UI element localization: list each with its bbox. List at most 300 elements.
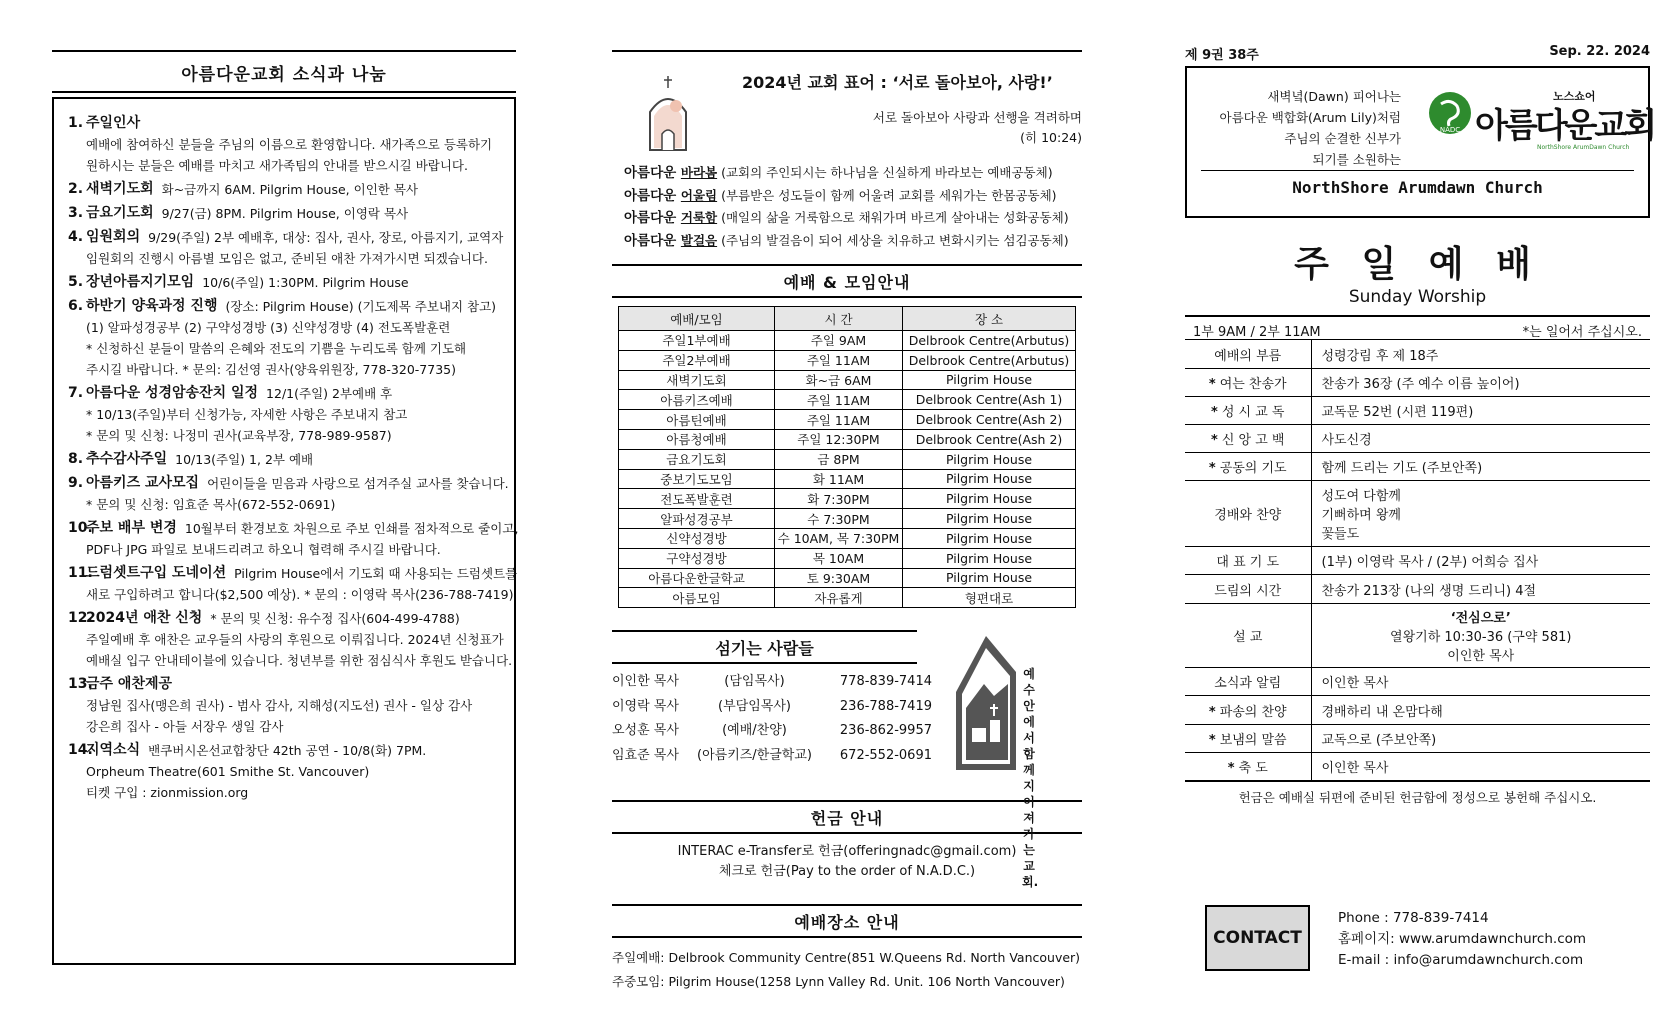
servant-name: 임효준 목사 xyxy=(612,747,679,763)
news-item-head xyxy=(68,113,502,134)
order-header xyxy=(1185,315,1650,339)
motto-verse-text: 서로 돌아보아 사랑과 선행을 격려하며 xyxy=(872,110,1082,125)
offering-note: 헌금은 예배실 뒤편에 준비된 헌금함에 정성으로 봉헌해 주십시오. xyxy=(1238,789,1597,805)
order-value-cell xyxy=(1311,425,1650,453)
order-label: 보냄의 말씀 xyxy=(1219,733,1287,748)
table-header-cell: 예배/모임 xyxy=(619,307,775,331)
order-value-cell xyxy=(1311,668,1650,696)
table-cell: Delbrook Centre(Ash 1) xyxy=(903,390,1076,410)
logo-slogan-char: 에 xyxy=(1023,715,1035,730)
motto-line-desc: (매일의 삶을 거룩함으로 채워가며 바르게 살아내는 성화공동체) xyxy=(717,210,1069,225)
servant-phone: 236-862-9957 xyxy=(839,723,932,739)
table-cell: 형편대로 xyxy=(903,588,1076,608)
order-value: 성령강림 후 제 18주 xyxy=(1321,348,1439,364)
order-value: 경배하리 내 온맘다해 xyxy=(1321,704,1443,720)
news-item-title: 아름다운 성경암송잔치 일정 xyxy=(86,385,259,401)
news-item-title: 주일인사 xyxy=(86,115,141,131)
news-item xyxy=(68,272,502,293)
order-label-cell xyxy=(1185,481,1311,547)
order-row xyxy=(1185,725,1650,753)
news-item-number: 7. xyxy=(68,385,84,401)
service-times: 1부 9AM / 2부 11AM xyxy=(1193,325,1321,340)
table-cell: 신약성경방 xyxy=(619,528,775,548)
news-item-title: 추수감사주일 xyxy=(86,451,168,467)
contact-label: CONTACT xyxy=(1205,905,1310,971)
news-column xyxy=(52,50,519,965)
stand-note: *는 일어서 주십시오. xyxy=(1522,325,1642,340)
bulletin-cover xyxy=(1185,44,1655,806)
order-value-cell xyxy=(1311,340,1650,369)
table-row xyxy=(619,548,1076,568)
news-item-line: * 문의 및 신청: 임효준 목사(672-552-0691) xyxy=(86,497,336,512)
order-label-cell xyxy=(1185,397,1311,425)
table-cell: 전도폭발훈련 xyxy=(619,489,775,509)
servant-phone: 672-552-0691 xyxy=(839,747,932,763)
volume-number: 제 9권 38주 xyxy=(1185,48,1259,63)
news-item-text: 9/27(금) 8PM. Pilgrim House, 이영락 목사 xyxy=(161,206,409,221)
news-item-title: 새벽기도회 xyxy=(86,181,154,197)
news-item-line: 강은희 집사 - 아들 서장우 생일 감사 xyxy=(86,719,284,734)
order-label: 소식과 알림 xyxy=(1214,676,1282,691)
order-value: 사도신경 xyxy=(1321,433,1372,448)
motto-line-keyword: 거룩함 xyxy=(680,210,718,225)
servant-role: (담임목사) xyxy=(724,674,785,690)
motto-line-desc: (교회의 주인되시는 하나님을 신실하게 바라보는 예배공동체) xyxy=(717,165,1053,180)
logo-slogan-char: 가 xyxy=(1023,827,1035,842)
order-value-cell xyxy=(1311,753,1650,781)
table-cell: 아름모임 xyxy=(619,588,775,608)
brand-top-text: 노스쇼어 xyxy=(1553,90,1596,103)
news-item-head xyxy=(68,449,502,470)
table-row xyxy=(619,370,1076,390)
order-value-cell xyxy=(1311,453,1650,481)
order-label-cell xyxy=(1185,753,1311,781)
news-item-text: (장소: Pilgrim House) (기도제목 주보내지 참고) xyxy=(225,299,497,314)
news-item-line: 예배에 참여하신 분들을 주님의 이름으로 환영합니다. 새가족으로 등록하기 xyxy=(86,137,493,152)
servant-name: 이인한 목사 xyxy=(612,674,679,690)
order-value: 찬송가 213장 (나의 생명 드리니) 4절 xyxy=(1321,583,1537,599)
table-cell: Pilgrim House xyxy=(903,568,1076,588)
logo-slogan-char: 예 xyxy=(1023,667,1035,682)
news-item-text: 10/13(주일) 1, 2부 예배 xyxy=(175,452,314,467)
table-cell: Pilgrim House xyxy=(903,370,1076,390)
order-label: 파송의 찬양 xyxy=(1219,704,1287,720)
offering-line: 체크로 헌금(Pay to the order of N.A.D.C.) xyxy=(718,864,976,880)
order-label: 예배의 부름 xyxy=(1214,348,1282,364)
news-item-head xyxy=(68,518,519,539)
news-item xyxy=(68,227,502,269)
order-row xyxy=(1185,668,1650,696)
table-row xyxy=(619,350,1076,370)
table-row xyxy=(619,528,1076,548)
table-cell: Delbrook Centre(Ash 2) xyxy=(903,410,1076,430)
table-cell: 주일 11AM xyxy=(775,390,903,410)
table-cell: Pilgrim House xyxy=(903,469,1076,489)
news-item-title: 장년아름지기모임 xyxy=(86,274,195,290)
news-item-number: 8. xyxy=(68,451,84,467)
logo-slogan xyxy=(1022,666,1039,890)
table-cell: 화 11AM xyxy=(775,469,903,489)
news-item-line: (1) 알파성경공부 (2) 구약성경방 (3) 신약성경방 (4) 전도폭발훈련 xyxy=(86,320,451,335)
table-row xyxy=(619,568,1076,588)
motto-line-prefix: 아름다운 xyxy=(624,210,681,226)
order-label-cell xyxy=(1185,668,1311,696)
motto-line-desc: (부름받은 성도들이 함께 어울려 교회를 세워가는 한몸공동체) xyxy=(717,187,1057,203)
news-item-head xyxy=(68,740,502,761)
contact-line: Phone : 778-839-7414 xyxy=(1338,910,1489,926)
venue-line: 주중모임: Pilgrim House(1258 Lynn Valley Rd. Unit. 106 North Vancouver) xyxy=(612,974,1065,990)
logo-slogan-char: 서 xyxy=(1023,731,1035,746)
table-cell: 아름틴예배 xyxy=(619,410,775,430)
motto-section xyxy=(612,50,1082,264)
venue-lines xyxy=(612,946,1082,994)
motto-line-keyword: 바라봄 xyxy=(680,165,718,180)
news-item-number: 9. xyxy=(68,475,84,491)
order-label: 경배와 찬양 xyxy=(1214,508,1282,523)
servant-name: 오성훈 목사 xyxy=(612,723,679,739)
table-cell: 새벽기도회 xyxy=(619,370,775,390)
news-item-text: * 문의 및 신청: 유수정 집사(604-499-4788) xyxy=(210,611,460,626)
table-cell: Delbrook Centre(Ash 2) xyxy=(903,429,1076,449)
contact-line: 홈페이지: www.arumdawnchurch.com xyxy=(1338,931,1587,947)
order-row xyxy=(1185,369,1650,397)
news-item-head xyxy=(68,473,509,494)
worship-title: 주 일 예 배 xyxy=(1294,244,1541,285)
news-item xyxy=(68,473,509,515)
table-row xyxy=(619,509,1076,529)
news-item-head xyxy=(68,296,502,317)
news-item-text: 10월부터 환경보호 차원으로 주보 인쇄를 점차적으로 줄이고, xyxy=(184,521,519,536)
news-item-line: 주시길 바랍니다. * 문의: 김선영 권사(양육위원장, 778-320-7735) xyxy=(86,362,456,377)
order-value: 함께 드리는 기도 (주보안쪽) xyxy=(1321,461,1483,476)
table-row xyxy=(619,588,1076,608)
news-item xyxy=(68,608,513,671)
servant-phone: 236-788-7419 xyxy=(839,698,932,714)
order-label: 공동의 기도 xyxy=(1219,461,1287,476)
motto-verse-ref: (히 10:24) xyxy=(1020,130,1082,145)
news-item-head xyxy=(68,674,502,695)
news-item-number: 14. xyxy=(68,742,93,758)
worship-schedule-table xyxy=(618,306,1076,608)
news-item-head xyxy=(68,203,502,224)
order-row xyxy=(1185,696,1650,725)
news-item-title: 지역소식 xyxy=(86,742,141,758)
logo-slogan-char: 함 xyxy=(1023,747,1035,762)
table-cell: Pilgrim House xyxy=(903,509,1076,529)
motto-line xyxy=(624,162,1069,185)
order-label: 대 표 기 도 xyxy=(1216,555,1280,570)
news-item-title: 아름키즈 교사모집 xyxy=(86,475,200,491)
order-of-worship xyxy=(1185,339,1650,782)
table-cell: 화~금 6AM xyxy=(775,370,903,390)
news-item-number: 5. xyxy=(68,274,84,290)
news-item xyxy=(68,179,502,200)
motto-line xyxy=(624,185,1069,208)
news-item-line: * 신청하신 분들이 말씀의 은혜와 전도의 기쁨을 누리도록 함께 기도해 xyxy=(86,341,467,356)
table-cell: 목 10AM xyxy=(775,548,903,568)
servant-name: 이영락 목사 xyxy=(612,698,679,714)
table-cell: 알파성경공부 xyxy=(619,509,775,529)
motto-line-prefix: 아름다운 xyxy=(624,165,681,181)
motto-line-keyword: 발걸음 xyxy=(680,232,718,248)
order-value: 기뻐하며 왕께 xyxy=(1321,508,1401,523)
order-value: 교독으로 (주보안쪽) xyxy=(1321,733,1437,748)
logo-slogan-char: 수 xyxy=(1023,683,1035,698)
news-item-title: 금주 애찬제공 xyxy=(86,676,173,692)
servant-phone: 778-839-7414 xyxy=(839,674,932,690)
venue-title: 예배장소 안내 xyxy=(612,904,1082,938)
servant-role: (예배/찬양) xyxy=(722,723,787,739)
news-item-line: PDF나 JPG 파일로 보내드리려고 하오니 협력해 주시길 바랍니다. xyxy=(86,542,441,557)
order-row xyxy=(1185,604,1650,668)
logo-slogan-char: 교 xyxy=(1023,859,1035,874)
table-cell: 금 8PM xyxy=(775,449,903,469)
servant-role: (부담임목사) xyxy=(718,698,791,714)
table-cell: 주일1부예배 xyxy=(619,331,775,351)
worship-subtitle: Sunday Worship xyxy=(1348,287,1487,307)
news-item xyxy=(68,518,519,560)
order-value: 꽃들도 xyxy=(1321,527,1360,542)
news-title: 아름다운교회 소식과 나눔 xyxy=(52,50,516,93)
order-label-cell xyxy=(1185,725,1311,753)
logo-slogan-char: 어 xyxy=(1023,795,1035,810)
order-label-cell xyxy=(1185,369,1311,397)
order-value: 이인한 목사 xyxy=(1447,649,1515,664)
news-item xyxy=(68,383,502,446)
order-value: 이인한 목사 xyxy=(1321,676,1389,691)
news-item xyxy=(68,563,518,605)
news-item-line: 예배실 입구 안내테이블에 있습니다. 청년부를 위한 점심식사 후원도 받습니다. xyxy=(86,653,513,668)
news-item-head xyxy=(68,227,502,248)
stand-icon: * xyxy=(1208,704,1216,720)
news-item-number: 11. xyxy=(68,565,93,581)
stand-icon: * xyxy=(1208,733,1216,748)
order-value-cell xyxy=(1311,575,1650,604)
order-row xyxy=(1185,425,1650,453)
tagline-line: 아름다운 백합화(Arum Lily)처럼 xyxy=(1219,110,1401,125)
table-row xyxy=(619,489,1076,509)
news-item-title: 임원회의 xyxy=(86,229,141,245)
order-value-cell xyxy=(1311,696,1650,725)
logo-slogan-char: 져 xyxy=(1023,811,1035,826)
news-item-title: 2024년 애찬 신청 xyxy=(86,610,203,626)
order-value: 성도여 다함께 xyxy=(1321,489,1401,504)
contact-line: E-mail : info@arumdawnchurch.com xyxy=(1338,952,1584,968)
news-item-text: 어린이들을 믿음과 사랑으로 섬겨주실 교사를 찾습니다. xyxy=(207,476,509,491)
order-value-cell xyxy=(1311,604,1650,668)
news-item xyxy=(68,674,502,737)
news-item-title: 하반기 양육과정 진행 xyxy=(86,298,218,314)
news-item-head xyxy=(68,383,502,404)
motto-line xyxy=(624,207,1069,230)
order-row xyxy=(1185,575,1650,604)
brand-subtitle: NorthShore ArumDawn Church xyxy=(1537,144,1630,151)
table-cell: 중보기도모임 xyxy=(619,469,775,489)
motto-line-prefix: 아름다운 xyxy=(624,187,681,204)
order-value-cell xyxy=(1311,725,1650,753)
order-value-cell xyxy=(1311,369,1650,397)
logo-slogan-char: 는 xyxy=(1023,843,1035,858)
motto-line-keyword: 어울림 xyxy=(680,187,718,203)
table-row xyxy=(619,429,1076,449)
news-item-number: 6. xyxy=(68,298,84,314)
news-item-number: 12. xyxy=(68,610,93,626)
news-item-title: 주보 배부 변경 xyxy=(86,520,177,536)
order-label: 신 앙 고 백 xyxy=(1221,433,1285,448)
order-row xyxy=(1185,481,1650,547)
order-label-cell xyxy=(1185,604,1311,668)
news-item xyxy=(68,203,502,224)
news-item-number: 4. xyxy=(68,229,84,245)
table-cell: Pilgrim House xyxy=(903,449,1076,469)
brand-english: NorthShore Arumdawn Church xyxy=(1292,178,1543,197)
table-row xyxy=(619,390,1076,410)
table-header-cell: 장 소 xyxy=(903,307,1076,331)
news-item-text: 밴쿠버시온선교합창단 42th 공연 - 10/8(화) 7PM. xyxy=(148,743,427,758)
table-cell: 아름키즈예배 xyxy=(619,390,775,410)
news-item-head xyxy=(68,179,502,200)
table-row xyxy=(619,410,1076,430)
table-row xyxy=(619,331,1076,351)
news-item-number: 3. xyxy=(68,205,84,221)
motto-line xyxy=(624,230,1069,253)
venue-line: 주일예배: Delbrook Community Centre(851 W.Queens Rd. North Vancouver) xyxy=(612,950,1081,966)
table-row xyxy=(619,469,1076,489)
nadc-lily-icon xyxy=(1427,90,1473,136)
news-item-title: 드럼셋트구입 도네이션 xyxy=(86,565,227,581)
order-label-cell xyxy=(1185,340,1311,369)
bulletin-date: Sep. 22. 2024 xyxy=(1549,44,1650,59)
table-cell: 토 9:30AM xyxy=(775,568,903,588)
publication-row xyxy=(1185,44,1650,66)
news-item-text: Pilgrim House에서 기도회 때 사용되는 드럼셋트를 xyxy=(234,566,518,581)
order-value: 이인한 목사 xyxy=(1321,760,1389,776)
offering-section xyxy=(612,800,1082,882)
contact-info xyxy=(1338,908,1586,971)
motto-verse xyxy=(873,108,1082,148)
table-cell: 주일 11AM xyxy=(775,350,903,370)
church-house-logo xyxy=(954,632,1018,772)
order-value: 교독문 52번 (시편 119편) xyxy=(1321,405,1474,420)
offering-line: INTERAC e-Transfer로 헌금(offeringnadc@gmail.com) xyxy=(677,844,1017,860)
table-cell: 주일 9AM xyxy=(775,331,903,351)
header-divider xyxy=(1201,170,1634,171)
servant-role: (아름키즈/한글학교) xyxy=(697,747,812,763)
order-label: 드림의 시간 xyxy=(1214,583,1282,599)
news-item-line: * 10/13(주일)부터 신청가능, 자세한 사항은 주보내지 참고 xyxy=(86,407,408,422)
news-item-line: 임원회의 진행시 아름별 모임은 없고, 준비된 애찬 가져가시면 되겠습니다. xyxy=(86,251,488,266)
offering-lines xyxy=(612,842,1082,882)
table-cell: 금요기도회 xyxy=(619,449,775,469)
stand-icon: * xyxy=(1208,461,1216,476)
motto-line-prefix: 아름다운 xyxy=(624,232,681,249)
news-item xyxy=(68,449,502,470)
tagline-line: 주님의 순결한 신부가 xyxy=(1284,131,1401,146)
order-label: 여는 찬송가 xyxy=(1219,377,1287,392)
table-row xyxy=(619,449,1076,469)
order-row xyxy=(1185,397,1650,425)
motto-line-desc: (주님의 발걸음이 되어 세상을 치유하고 변화시키는 섬김공동체) xyxy=(717,232,1069,248)
news-item xyxy=(68,296,502,380)
stand-icon: * xyxy=(1211,433,1218,448)
table-cell: Delbrook Centre(Arbutus) xyxy=(903,350,1076,370)
table-cell: 자유롭게 xyxy=(775,588,903,608)
news-item-text: 화~금까지 6AM. Pilgrim House, 이인한 목사 xyxy=(161,182,418,197)
brand-korean: 아름다운교회 xyxy=(1475,106,1655,146)
stand-icon: * xyxy=(1211,405,1218,420)
table-cell: Pilgrim House xyxy=(903,528,1076,548)
order-value: 찬송가 36장 (주 예수 이름 높이어) xyxy=(1321,377,1520,392)
order-label-cell xyxy=(1185,453,1311,481)
stand-icon: * xyxy=(1227,760,1235,776)
news-item-line: 티켓 구입 : zionmission.org xyxy=(86,785,249,800)
info-column xyxy=(612,50,1082,994)
news-item-line: * 문의 및 신청: 나정미 권사(교육부장, 778-989-9587) xyxy=(86,428,392,443)
order-label-cell xyxy=(1185,575,1311,604)
news-item-line: 주일예배 후 애찬은 교우들의 사랑의 후원으로 이뤄집니다. 2024년 신청표가 xyxy=(86,632,504,647)
order-label: 축 도 xyxy=(1238,760,1268,776)
table-header-cell: 시 간 xyxy=(775,307,903,331)
table-cell: 주일2부예배 xyxy=(619,350,775,370)
servants-title: 섬기는 사람들 xyxy=(612,630,917,664)
table-cell: 아름청예배 xyxy=(619,429,775,449)
tagline-line: 되기를 소원하는 xyxy=(1312,152,1401,167)
church-header-box xyxy=(1185,66,1655,218)
news-item-number: 10. xyxy=(68,520,93,536)
table-cell: 주일 12:30PM xyxy=(775,429,903,449)
worship-guide-title: 예배 & 모임안내 xyxy=(612,264,1082,298)
order-value-cell xyxy=(1311,481,1650,547)
logo-slogan-char: 께 xyxy=(1023,763,1035,778)
table-header-row xyxy=(619,307,1076,331)
logo-slogan-char: 지 xyxy=(1023,779,1035,794)
news-item-line: Orpheum Theatre(601 Smithe St. Vancouver) xyxy=(86,764,370,779)
news-box xyxy=(52,97,519,965)
order-value: ‘전심으로’ xyxy=(1450,611,1511,626)
order-value: 열왕기하 10:30-36 (구약 581) xyxy=(1390,630,1572,645)
news-item-line: 원하시는 분들은 예배를 마치고 새가족팀의 안내를 받으시길 바랍니다. xyxy=(86,158,468,173)
news-item-number: 13. xyxy=(68,676,93,692)
order-label-cell xyxy=(1185,696,1311,725)
order-label-cell xyxy=(1185,425,1311,453)
order-value: (1부) 이영락 목사 / (2부) 어희승 집사 xyxy=(1321,555,1539,570)
news-item-text: 10/6(주일) 1:30PM. Pilgrim House xyxy=(202,275,409,290)
table-cell: 구약성경방 xyxy=(619,548,775,568)
order-row xyxy=(1185,453,1650,481)
church-tagline xyxy=(1211,86,1401,170)
table-cell: Pilgrim House xyxy=(903,548,1076,568)
order-label: 성 시 교 독 xyxy=(1221,405,1285,420)
nadc-badge: NADC xyxy=(1439,126,1461,134)
news-item-head xyxy=(68,608,502,629)
table-cell: 아름다운한글학교 xyxy=(619,568,775,588)
news-item xyxy=(68,113,502,176)
venue-section xyxy=(612,904,1082,994)
order-label: 설 교 xyxy=(1233,630,1263,645)
motto-title: 2024년 교회 표어 : ‘서로 돌아보아, 사랑!’ xyxy=(742,73,1053,92)
order-value-cell xyxy=(1311,547,1650,575)
order-row xyxy=(1185,753,1650,781)
table-cell: Delbrook Centre(Arbutus) xyxy=(903,331,1076,351)
motto-lines xyxy=(624,162,1069,252)
news-item-line: 새로 구입하려고 합니다($2,500 예상). * 문의 : 이영락 목사(236-788-7419) xyxy=(86,587,514,602)
table-cell: Pilgrim House xyxy=(903,489,1076,509)
news-item-text: 9/29(주일) 2부 예배후, 대상: 집사, 권사, 장로, 아름지기, 교역자 xyxy=(148,230,504,245)
church-icon xyxy=(640,72,696,152)
news-item xyxy=(68,740,502,803)
logo-slogan-char: 회. xyxy=(1022,875,1039,890)
order-label-cell xyxy=(1185,547,1311,575)
